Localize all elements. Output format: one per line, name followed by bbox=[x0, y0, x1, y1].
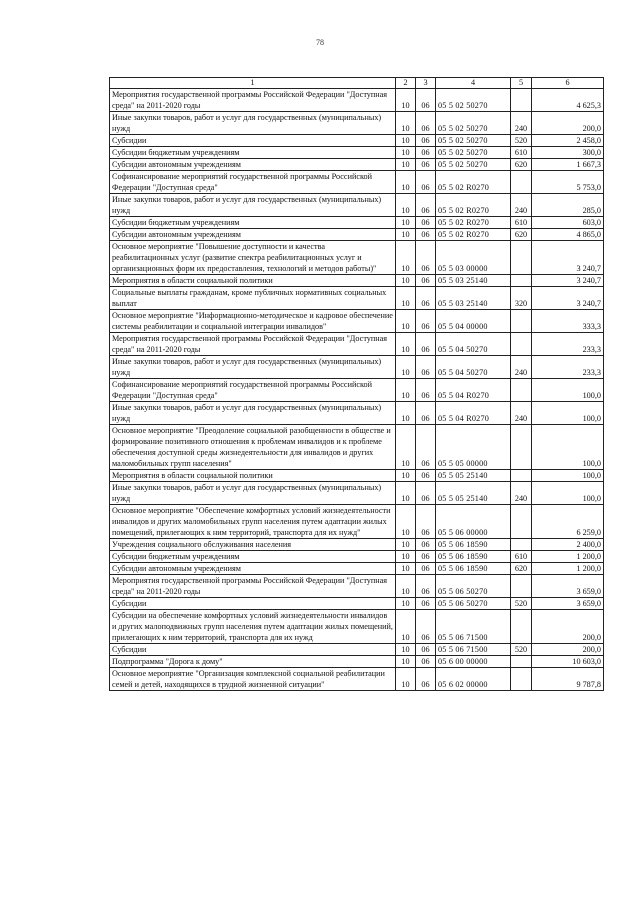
row-section-cell: 10 bbox=[396, 275, 416, 287]
row-subsection-cell: 06 bbox=[416, 668, 436, 691]
row-expense-type-cell: 240 bbox=[511, 356, 532, 379]
table-row bbox=[110, 575, 604, 598]
table-row bbox=[110, 563, 604, 575]
row-name-cell: Иные закупки товаров, работ и услуг для государственных (муниципальных) нужд bbox=[110, 356, 396, 379]
row-target-article-cell: 05 5 02 50270 bbox=[436, 135, 511, 147]
table-row bbox=[110, 217, 604, 229]
table-row bbox=[110, 482, 604, 505]
row-expense-type-cell bbox=[511, 505, 532, 539]
row-expense-type-cell: 320 bbox=[511, 287, 532, 310]
row-target-article-cell: 05 5 02 R0270 bbox=[436, 194, 511, 217]
row-section-cell: 10 bbox=[396, 333, 416, 356]
table-row bbox=[110, 89, 604, 112]
table-row bbox=[110, 241, 604, 275]
row-section-cell: 10 bbox=[396, 482, 416, 505]
row-amount-cell: 2 400,0 bbox=[532, 539, 604, 551]
row-name-cell: Основное мероприятие "Обеспечение комфортных условий жизнедеятельности инвалидов и других маломобильных групп населения путем адаптации жилых помещений, прилегающих к ним территорий, транспорта для их нужд" bbox=[110, 505, 396, 539]
row-expense-type-cell bbox=[511, 275, 532, 287]
row-expense-type-cell: 240 bbox=[511, 402, 532, 425]
row-subsection-cell: 06 bbox=[416, 575, 436, 598]
row-amount-cell: 5 753,0 bbox=[532, 171, 604, 194]
page-number: 78 bbox=[316, 38, 324, 47]
row-name-cell: Мероприятия в области социальной политики bbox=[110, 275, 396, 287]
row-expense-type-cell bbox=[511, 425, 532, 470]
header-cell: 1 bbox=[110, 78, 396, 89]
row-section-cell: 10 bbox=[396, 310, 416, 333]
table-row bbox=[110, 229, 604, 241]
row-target-article-cell: 05 5 02 50270 bbox=[436, 89, 511, 112]
row-section-cell: 10 bbox=[396, 539, 416, 551]
row-subsection-cell: 06 bbox=[416, 551, 436, 563]
row-amount-cell: 100,0 bbox=[532, 379, 604, 402]
row-subsection-cell: 06 bbox=[416, 356, 436, 379]
row-section-cell: 10 bbox=[396, 656, 416, 668]
row-amount-cell: 100,0 bbox=[532, 470, 604, 482]
row-section-cell: 10 bbox=[396, 171, 416, 194]
row-target-article-cell: 05 5 02 50270 bbox=[436, 147, 511, 159]
row-subsection-cell: 06 bbox=[416, 505, 436, 539]
row-amount-cell: 6 259,0 bbox=[532, 505, 604, 539]
row-name-cell: Субсидии bbox=[110, 135, 396, 147]
row-expense-type-cell bbox=[511, 656, 532, 668]
row-amount-cell: 3 659,0 bbox=[532, 598, 604, 610]
table-row bbox=[110, 310, 604, 333]
row-expense-type-cell: 610 bbox=[511, 147, 532, 159]
row-amount-cell: 1 200,0 bbox=[532, 551, 604, 563]
row-name-cell: Иные закупки товаров, работ и услуг для государственных (муниципальных) нужд bbox=[110, 112, 396, 135]
table-row bbox=[110, 379, 604, 402]
row-section-cell: 10 bbox=[396, 379, 416, 402]
row-name-cell: Софинансирование мероприятий государственной программы Российской Федерации "Доступная среда" bbox=[110, 379, 396, 402]
row-section-cell: 10 bbox=[396, 89, 416, 112]
row-expense-type-cell bbox=[511, 89, 532, 112]
row-expense-type-cell: 520 bbox=[511, 598, 532, 610]
row-section-cell: 10 bbox=[396, 402, 416, 425]
row-subsection-cell: 06 bbox=[416, 656, 436, 668]
row-expense-type-cell: 620 bbox=[511, 563, 532, 575]
row-section-cell: 10 bbox=[396, 425, 416, 470]
row-subsection-cell: 06 bbox=[416, 275, 436, 287]
table-header-row bbox=[110, 78, 604, 89]
row-amount-cell: 333,3 bbox=[532, 310, 604, 333]
row-subsection-cell: 06 bbox=[416, 610, 436, 644]
budget-table bbox=[109, 77, 604, 691]
table-row bbox=[110, 402, 604, 425]
table-row bbox=[110, 112, 604, 135]
row-expense-type-cell: 240 bbox=[511, 112, 532, 135]
row-name-cell: Иные закупки товаров, работ и услуг для государственных (муниципальных) нужд bbox=[110, 194, 396, 217]
table-row bbox=[110, 610, 604, 644]
row-amount-cell: 10 603,0 bbox=[532, 656, 604, 668]
row-target-article-cell: 05 5 02 R0270 bbox=[436, 217, 511, 229]
row-name-cell: Субсидии bbox=[110, 644, 396, 656]
row-subsection-cell: 06 bbox=[416, 310, 436, 333]
row-target-article-cell: 05 5 06 18590 bbox=[436, 563, 511, 575]
row-amount-cell: 3 240,7 bbox=[532, 275, 604, 287]
row-subsection-cell: 06 bbox=[416, 425, 436, 470]
row-amount-cell: 1 667,3 bbox=[532, 159, 604, 171]
row-target-article-cell: 05 5 02 R0270 bbox=[436, 171, 511, 194]
row-name-cell: Мероприятия государственной программы Российской Федерации "Доступная среда" на 2011-2020 годы bbox=[110, 333, 396, 356]
row-name-cell: Мероприятия государственной программы Российской Федерации "Доступная среда" на 2011-2020 годы bbox=[110, 89, 396, 112]
row-name-cell: Субсидии бюджетным учреждениям bbox=[110, 147, 396, 159]
row-section-cell: 10 bbox=[396, 217, 416, 229]
row-amount-cell: 233,3 bbox=[532, 356, 604, 379]
row-target-article-cell: 05 5 05 25140 bbox=[436, 470, 511, 482]
row-section-cell: 10 bbox=[396, 112, 416, 135]
table-row bbox=[110, 551, 604, 563]
row-target-article-cell: 05 5 06 71500 bbox=[436, 610, 511, 644]
table-row bbox=[110, 333, 604, 356]
row-section-cell: 10 bbox=[396, 241, 416, 275]
table-row bbox=[110, 656, 604, 668]
row-expense-type-cell: 610 bbox=[511, 217, 532, 229]
row-expense-type-cell: 520 bbox=[511, 135, 532, 147]
row-amount-cell: 285,0 bbox=[532, 194, 604, 217]
row-amount-cell: 200,0 bbox=[532, 610, 604, 644]
row-expense-type-cell: 610 bbox=[511, 551, 532, 563]
row-subsection-cell: 06 bbox=[416, 171, 436, 194]
row-expense-type-cell: 620 bbox=[511, 159, 532, 171]
row-name-cell: Основное мероприятие "Организация комплексной социальной реабилитации семей и детей, находящихся в трудной жизненной ситуации" bbox=[110, 668, 396, 691]
table-row bbox=[110, 505, 604, 539]
row-amount-cell: 233,3 bbox=[532, 333, 604, 356]
row-name-cell: Иные закупки товаров, работ и услуг для государственных (муниципальных) нужд bbox=[110, 402, 396, 425]
row-subsection-cell: 06 bbox=[416, 333, 436, 356]
row-name-cell: Субсидии на обеспечение комфортных условий жизнедеятельности инвалидов и других малоподвижных групп населения путем адаптации жилых помещений, прилегающих к ним территорий, транспорта для их нужд bbox=[110, 610, 396, 644]
row-amount-cell: 9 787,8 bbox=[532, 668, 604, 691]
header-cell: 5 bbox=[511, 78, 532, 89]
row-expense-type-cell bbox=[511, 333, 532, 356]
row-section-cell: 10 bbox=[396, 147, 416, 159]
row-expense-type-cell: 620 bbox=[511, 229, 532, 241]
row-section-cell: 10 bbox=[396, 644, 416, 656]
table-row bbox=[110, 356, 604, 379]
row-section-cell: 10 bbox=[396, 470, 416, 482]
row-subsection-cell: 06 bbox=[416, 217, 436, 229]
row-expense-type-cell bbox=[511, 310, 532, 333]
row-name-cell: Мероприятия в области социальной политики bbox=[110, 470, 396, 482]
row-subsection-cell: 06 bbox=[416, 194, 436, 217]
row-target-article-cell: 05 6 02 00000 bbox=[436, 668, 511, 691]
row-expense-type-cell bbox=[511, 171, 532, 194]
row-target-article-cell: 05 5 02 50270 bbox=[436, 159, 511, 171]
row-section-cell: 10 bbox=[396, 505, 416, 539]
row-amount-cell: 200,0 bbox=[532, 644, 604, 656]
row-subsection-cell: 06 bbox=[416, 539, 436, 551]
row-subsection-cell: 06 bbox=[416, 147, 436, 159]
row-section-cell: 10 bbox=[396, 135, 416, 147]
row-target-article-cell: 05 5 03 25140 bbox=[436, 275, 511, 287]
row-expense-type-cell bbox=[511, 470, 532, 482]
row-amount-cell: 603,0 bbox=[532, 217, 604, 229]
row-subsection-cell: 06 bbox=[416, 287, 436, 310]
row-amount-cell: 3 240,7 bbox=[532, 241, 604, 275]
row-name-cell: Субсидии бюджетным учреждениям bbox=[110, 217, 396, 229]
row-amount-cell: 2 458,0 bbox=[532, 135, 604, 147]
row-expense-type-cell bbox=[511, 539, 532, 551]
row-amount-cell: 100,0 bbox=[532, 402, 604, 425]
row-name-cell: Социальные выплаты гражданам, кроме публичных нормативных социальных выплат bbox=[110, 287, 396, 310]
row-subsection-cell: 06 bbox=[416, 241, 436, 275]
row-name-cell: Подпрограмма "Дорога к дому" bbox=[110, 656, 396, 668]
row-target-article-cell: 05 5 06 50270 bbox=[436, 598, 511, 610]
row-subsection-cell: 06 bbox=[416, 229, 436, 241]
table-row bbox=[110, 135, 604, 147]
table-row bbox=[110, 159, 604, 171]
row-section-cell: 10 bbox=[396, 575, 416, 598]
row-section-cell: 10 bbox=[396, 356, 416, 379]
row-name-cell: Мероприятия государственной программы Российской Федерации "Доступная среда" на 2011-2020 годы bbox=[110, 575, 396, 598]
row-subsection-cell: 06 bbox=[416, 89, 436, 112]
row-section-cell: 10 bbox=[396, 563, 416, 575]
row-expense-type-cell bbox=[511, 379, 532, 402]
row-target-article-cell: 05 5 06 18590 bbox=[436, 551, 511, 563]
row-target-article-cell: 05 5 04 R0270 bbox=[436, 379, 511, 402]
table-row bbox=[110, 275, 604, 287]
row-amount-cell: 4 625,3 bbox=[532, 89, 604, 112]
row-amount-cell: 4 865,0 bbox=[532, 229, 604, 241]
row-amount-cell: 300,0 bbox=[532, 147, 604, 159]
row-amount-cell: 100,0 bbox=[532, 482, 604, 505]
row-target-article-cell: 05 5 03 00000 bbox=[436, 241, 511, 275]
row-name-cell: Основное мероприятие "Преодоление социальной разобщенности в обществе и формирование позитивного отношения к проблемам инвалидов и к проблеме обеспечения доступной среды жизнедеятельности для инвалидов и других маломобильных групп населения" bbox=[110, 425, 396, 470]
row-expense-type-cell: 240 bbox=[511, 482, 532, 505]
table-row bbox=[110, 668, 604, 691]
row-target-article-cell: 05 5 04 00000 bbox=[436, 310, 511, 333]
row-subsection-cell: 06 bbox=[416, 159, 436, 171]
row-name-cell: Субсидии автономным учреждениям bbox=[110, 159, 396, 171]
row-expense-type-cell: 520 bbox=[511, 644, 532, 656]
row-amount-cell: 1 200,0 bbox=[532, 563, 604, 575]
header-cell: 4 bbox=[436, 78, 511, 89]
row-subsection-cell: 06 bbox=[416, 598, 436, 610]
row-target-article-cell: 05 6 00 00000 bbox=[436, 656, 511, 668]
row-target-article-cell: 05 5 06 50270 bbox=[436, 575, 511, 598]
row-subsection-cell: 06 bbox=[416, 482, 436, 505]
table-row bbox=[110, 194, 604, 217]
row-target-article-cell: 05 5 06 00000 bbox=[436, 505, 511, 539]
row-name-cell: Субсидии автономным учреждениям bbox=[110, 229, 396, 241]
row-section-cell: 10 bbox=[396, 598, 416, 610]
row-name-cell: Субсидии bbox=[110, 598, 396, 610]
row-section-cell: 10 bbox=[396, 668, 416, 691]
row-section-cell: 10 bbox=[396, 229, 416, 241]
table-row bbox=[110, 644, 604, 656]
row-amount-cell: 100,0 bbox=[532, 425, 604, 470]
table-row bbox=[110, 470, 604, 482]
row-name-cell: Иные закупки товаров, работ и услуг для государственных (муниципальных) нужд bbox=[110, 482, 396, 505]
row-target-article-cell: 05 5 04 50270 bbox=[436, 333, 511, 356]
row-name-cell: Софинансирование мероприятий государственной программы Российской Федерации "Доступная среда" bbox=[110, 171, 396, 194]
row-subsection-cell: 06 bbox=[416, 112, 436, 135]
row-target-article-cell: 05 5 05 00000 bbox=[436, 425, 511, 470]
row-section-cell: 10 bbox=[396, 194, 416, 217]
row-section-cell: 10 bbox=[396, 287, 416, 310]
row-name-cell: Основное мероприятие "Повышение доступности и качества реабилитационных услуг (развитие спектра реабилитационных услуг и организационных форм их предоставления, технологий и методов работы)" bbox=[110, 241, 396, 275]
row-target-article-cell: 05 5 06 18590 bbox=[436, 539, 511, 551]
row-amount-cell: 3 659,0 bbox=[532, 575, 604, 598]
row-subsection-cell: 06 bbox=[416, 644, 436, 656]
header-cell: 6 bbox=[532, 78, 604, 89]
row-expense-type-cell: 240 bbox=[511, 194, 532, 217]
table-row bbox=[110, 598, 604, 610]
row-section-cell: 10 bbox=[396, 610, 416, 644]
table-row bbox=[110, 425, 604, 470]
row-target-article-cell: 05 5 04 50270 bbox=[436, 356, 511, 379]
row-section-cell: 10 bbox=[396, 159, 416, 171]
row-subsection-cell: 06 bbox=[416, 135, 436, 147]
row-target-article-cell: 05 5 02 50270 bbox=[436, 112, 511, 135]
row-section-cell: 10 bbox=[396, 551, 416, 563]
header-cell: 3 bbox=[416, 78, 436, 89]
table-row bbox=[110, 287, 604, 310]
row-name-cell: Учреждения социального обслуживания населения bbox=[110, 539, 396, 551]
row-target-article-cell: 05 5 06 71500 bbox=[436, 644, 511, 656]
row-subsection-cell: 06 bbox=[416, 402, 436, 425]
row-target-article-cell: 05 5 02 R0270 bbox=[436, 229, 511, 241]
row-expense-type-cell bbox=[511, 610, 532, 644]
row-name-cell: Основное мероприятие "Информационно-методическое и кадровое обеспечение системы реабилитации и социальной интеграции инвалидов" bbox=[110, 310, 396, 333]
row-target-article-cell: 05 5 05 25140 bbox=[436, 482, 511, 505]
row-subsection-cell: 06 bbox=[416, 470, 436, 482]
row-subsection-cell: 06 bbox=[416, 379, 436, 402]
row-name-cell: Субсидии бюджетным учреждениям bbox=[110, 551, 396, 563]
header-cell: 2 bbox=[396, 78, 416, 89]
row-expense-type-cell bbox=[511, 575, 532, 598]
row-expense-type-cell bbox=[511, 241, 532, 275]
row-amount-cell: 3 240,7 bbox=[532, 287, 604, 310]
row-name-cell: Субсидии автономным учреждениям bbox=[110, 563, 396, 575]
row-subsection-cell: 06 bbox=[416, 563, 436, 575]
table-row bbox=[110, 539, 604, 551]
table-row bbox=[110, 147, 604, 159]
row-target-article-cell: 05 5 03 25140 bbox=[436, 287, 511, 310]
table-row bbox=[110, 171, 604, 194]
row-amount-cell: 200,0 bbox=[532, 112, 604, 135]
row-target-article-cell: 05 5 04 R0270 bbox=[436, 402, 511, 425]
row-expense-type-cell bbox=[511, 668, 532, 691]
